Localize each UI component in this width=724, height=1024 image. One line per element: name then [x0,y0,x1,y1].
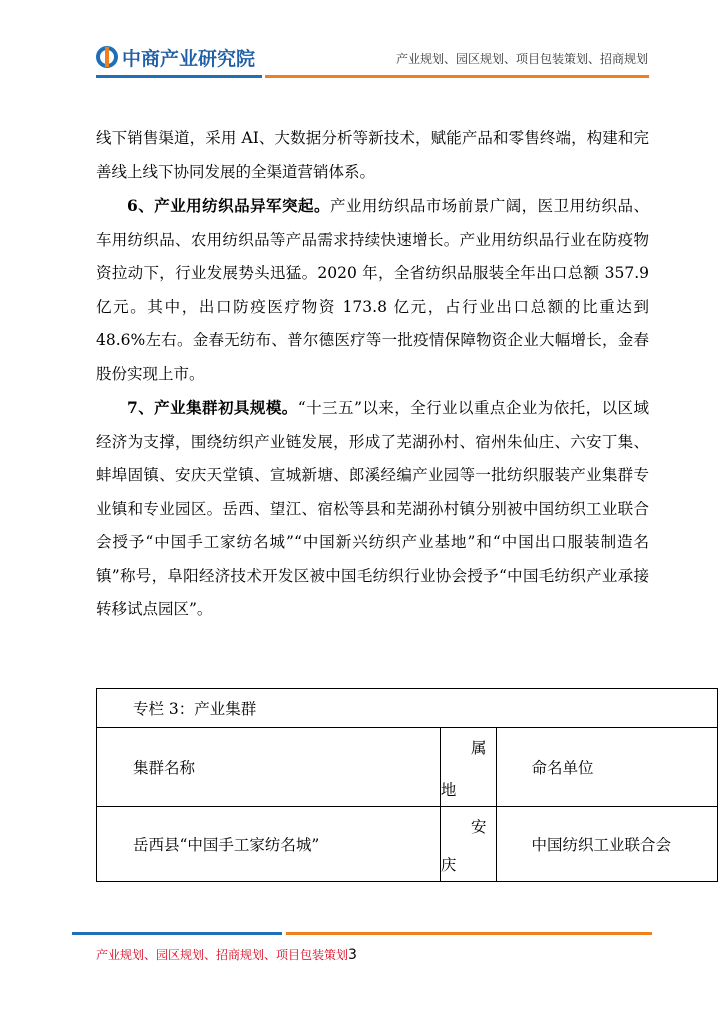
header-location-part-2: 地 [440,781,457,799]
page-footer [96,946,357,963]
cell-naming-unit: 中国纺织工业联合会 [497,807,718,882]
paragraph-2 [96,189,649,391]
footer-rule-blue [72,932,282,935]
header-tagline: 产业规划、园区规划、项目包装策划、招商规划 [395,52,648,66]
footer-tagline: 产业规划、园区规划、招商规划、项目包装策划 [96,948,349,962]
page-number: 3 [348,947,357,963]
company-logo [96,44,255,70]
cell-location-part-1: 安 [470,818,487,836]
logo-text: 中商产业研究院 [122,47,256,70]
header-rule-blue [96,75,262,78]
table-caption: 专栏 3：产业集群 [97,689,718,728]
footer-rule-orange [286,932,652,935]
table-row [97,807,718,882]
header-cluster-name: 集群名称 [97,728,441,807]
logo-icon [96,46,118,68]
paragraph-3-heading: 7、产业集群初具规模。 [127,398,298,417]
table-header-row [97,728,718,807]
paragraph-2-text: 产业用纺织品市场前景广阔，医卫用纺织品、车用纺织品、农用纺织品等产品需求持续快速增长。产业用纺织品行业在防疫物资拉动下，行业发展势头迅猛。2020 年，全省纺织品服装全年出口总额 357.9 亿元。其中，出口防疫医疗物资 173.8 亿元，占行业出口总额的比重达到 48.6%左右。金春无纺布、普尔德医疗等一批疫情保障物资企业大幅增长，金春股份实现上市。 [96,197,649,383]
body-text [96,122,649,627]
page-header [0,0,724,82]
cluster-table [96,688,718,882]
header-rule-orange [265,75,649,78]
paragraph-3-text: “十三五”以来，全行业以重点企业为依托，以区域经济为支撑，围绕纺织产业链发展，形成了芜湖孙村、宿州朱仙庄、六安丁集、蚌埠固镇、安庆天堂镇、宣城新塘、郎溪经编产业园等一批纺织服装产业集群专业镇和专业园区。岳西、望江、宿松等县和芜湖孙村镇分别被中国纺织工业联合会授予“中国手工家纺名城”“中国新兴纺织产业基地”和“中国出口服装制造名镇”称号，阜阳经济技术开发区被中国毛纺织行业协会授予“中国毛纺织产业承接转移试点园区”。 [96,399,649,618]
header-location [440,728,497,807]
paragraph-1: 线下销售渠道，采用 AI、大数据分析等新技术，赋能产品和零售终端，构建和完善线上线下协同发展的全渠道营销体系。 [96,129,649,181]
header-naming-unit: 命名单位 [497,728,718,807]
cell-location [440,807,497,882]
paragraph-3 [96,391,649,627]
header-location-part-1: 属 [470,739,487,757]
cell-location-part-2: 庆 [440,856,457,874]
paragraph-2-heading: 6、产业用纺织品异军突起。 [127,196,330,215]
cell-cluster-name: 岳西县“中国手工家纺名城” [97,807,441,882]
